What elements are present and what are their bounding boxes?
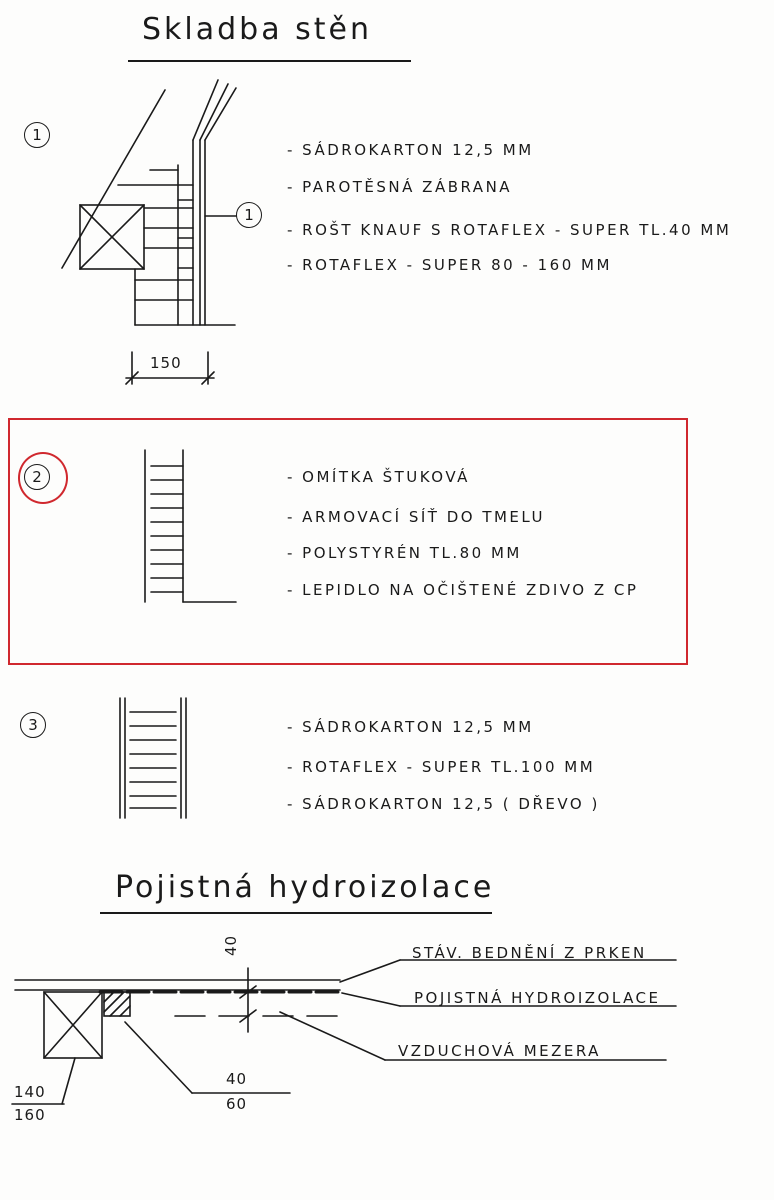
section-title-underline-2 xyxy=(100,912,492,914)
label-hydroinsulation: POJISTNÁ HYDROIZOLACE xyxy=(414,989,661,1007)
wall-3-layer-3: - SÁDROKARTON 12,5 ( DŘEVO ) xyxy=(287,795,600,813)
gap-dimension: 40 xyxy=(222,934,240,956)
wall-3-layer-2: - ROTAFLEX - SUPER TL.100 MM xyxy=(287,758,596,776)
wall-3-marker: 3 xyxy=(20,712,46,738)
batten-dimension-top: 40 xyxy=(226,1070,248,1088)
wall-1-callout-marker: 1 xyxy=(236,202,262,228)
rafter-dimension-top: 140 xyxy=(14,1083,46,1101)
wall-1-layer-3: - ROŠT KNAUF S ROTAFLEX - SUPER TL.40 MM xyxy=(287,221,732,239)
batten-dimension-bottom: 60 xyxy=(226,1095,248,1113)
wall-1-detail xyxy=(62,80,236,384)
section-title-hydroinsulation: Pojistná hydroizolace xyxy=(115,870,495,905)
wall-2-marker: 2 xyxy=(24,464,50,490)
roof-hydroinsulation-detail xyxy=(12,960,676,1104)
label-existing-boarding: STÁV. BEDNĚNÍ Z PRKEN xyxy=(412,944,647,962)
wall-2-layer-2: - ARMOVACÍ SÍŤ DO TMELU xyxy=(287,508,545,526)
wall-2-layer-1: - OMÍTKA ŠTUKOVÁ xyxy=(287,468,470,486)
wall-2-layer-3: - POLYSTYRÉN TL.80 MM xyxy=(287,544,522,562)
wall-2-highlight-box xyxy=(8,418,688,665)
section-title-wall-composition: Skladba stěn xyxy=(142,12,373,47)
wall-3-layer-1: - SÁDROKARTON 12,5 MM xyxy=(287,718,534,736)
wall-1-dimension: 150 xyxy=(150,354,182,372)
wall-1-layer-2: - PAROTĚSNÁ ZÁBRANA xyxy=(287,178,513,196)
wall-3-detail xyxy=(120,698,186,818)
rafter-dimension-bottom: 160 xyxy=(14,1106,46,1124)
label-air-gap: VZDUCHOVÁ MEZERA xyxy=(398,1042,601,1060)
wall-1-layer-4: - ROTAFLEX - SUPER 80 - 160 MM xyxy=(287,256,612,274)
wall-1-layer-1: - SÁDROKARTON 12,5 MM xyxy=(287,141,534,159)
wall-2-layer-4: - LEPIDLO NA OČIŠTENÉ ZDIVO Z CP xyxy=(287,581,639,599)
wall-1-marker: 1 xyxy=(24,122,50,148)
